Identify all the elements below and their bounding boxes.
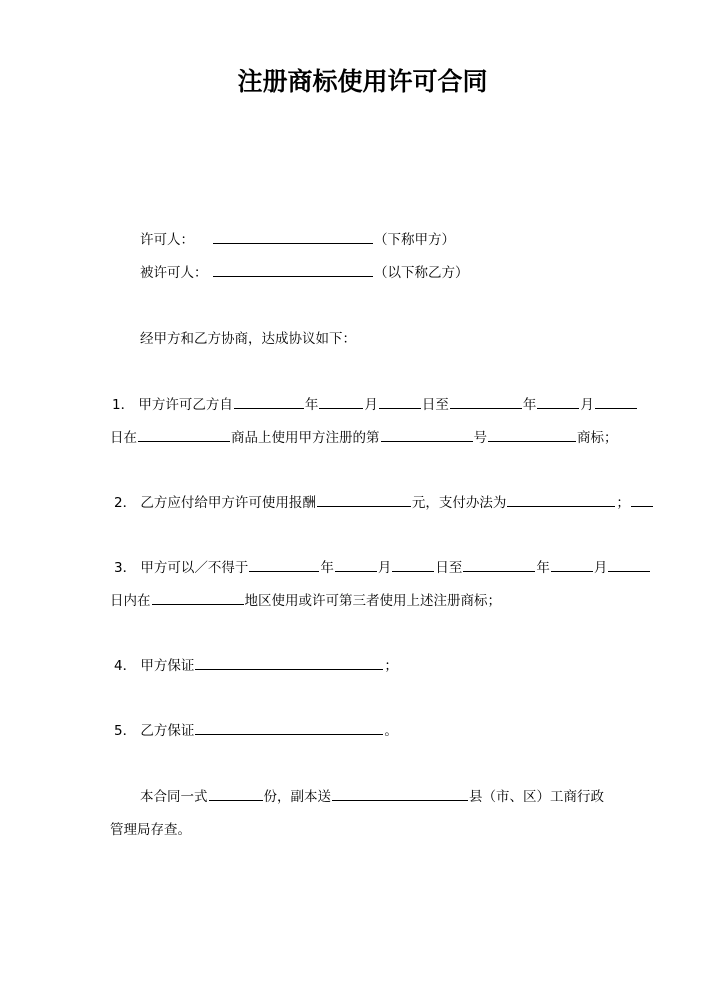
clause5-end: 。 [384, 723, 398, 739]
clause3-number: 3． [114, 560, 137, 576]
intro-line: 经甲方和乙方协商，达成协议如下： [140, 331, 356, 347]
clause4-guarantee-blank[interactable] [195, 657, 383, 670]
closing-text-b: 份，副本送 [263, 789, 331, 805]
clause2-amount-blank[interactable] [317, 494, 411, 507]
clause1-line2 [110, 429, 618, 447]
closing-text-a: 本合同一式 [140, 789, 208, 805]
clause3-text-c: 地区使用或许可第三者使用上述注册商标； [244, 593, 501, 609]
licensor-field-row [212, 231, 455, 249]
clause1-start-day-blank[interactable] [379, 396, 421, 409]
clause5-number: 5． [114, 723, 137, 739]
clause1-line1 [112, 396, 638, 414]
clause4-text-a: 甲方保证 [140, 658, 195, 674]
clause1-text-d: 号 [473, 430, 487, 446]
clause1-trademark-blank[interactable] [488, 429, 576, 442]
clause5-guarantee-blank[interactable] [195, 722, 383, 735]
clause4-number: 4． [114, 658, 137, 674]
clause3-end-day-blank[interactable] [608, 559, 650, 572]
clause1-start-year-blank[interactable] [234, 396, 304, 409]
clause3-start-month-blank[interactable] [335, 559, 377, 572]
clause1-reg-number-blank[interactable] [381, 429, 473, 442]
clause1-text-a: 甲方许可乙方自 [138, 397, 233, 413]
clause2-tail-blank [631, 494, 653, 507]
clause4-end: ； [384, 658, 398, 674]
clause3-region-blank[interactable] [152, 592, 244, 605]
licensor-label: 许可人： [140, 232, 194, 248]
clause3-text-a: 甲方可以／不得于 [140, 560, 249, 576]
licensee-field-row [212, 264, 469, 282]
clause1-number: 1． [112, 397, 135, 413]
clause3-year1: 年 [320, 560, 334, 576]
closing-line1 [140, 788, 604, 806]
clause3-start-day-blank[interactable] [392, 559, 434, 572]
licensee-blank[interactable] [213, 264, 373, 277]
clause2-text-c: ； [616, 495, 630, 511]
clause1-text-c: 商品上使用甲方注册的第 [231, 430, 380, 446]
clause3-month2: 月 [593, 560, 608, 576]
clause1-text-b: 日在 [110, 430, 137, 446]
clause1-day-to: 日至 [421, 397, 449, 413]
clause1-year2: 年 [522, 397, 537, 413]
clause5-line [114, 722, 398, 740]
clause1-text-e: 商标； [577, 430, 618, 446]
licensee-label: 被许可人： [140, 265, 208, 281]
clause3-line1 [114, 559, 651, 577]
clause5-text-a: 乙方保证 [140, 723, 195, 739]
clause1-end-day-blank[interactable] [595, 396, 637, 409]
clause3-line2 [110, 592, 501, 610]
clause1-month2: 月 [580, 397, 594, 413]
licensor-suffix: （下称甲方） [374, 232, 455, 248]
clause2-number: 2． [114, 495, 137, 511]
clause1-end-month-blank[interactable] [537, 396, 579, 409]
clause3-year2: 年 [536, 560, 550, 576]
clause1-end-year-blank[interactable] [450, 396, 522, 409]
clause2-payment-blank[interactable] [507, 494, 615, 507]
clause2-text-b: 元，支付办法为 [411, 495, 507, 511]
licensor-line [140, 231, 194, 249]
page-title: 注册商标使用许可合同 [237, 67, 488, 96]
clause2-text-a: 乙方应付给甲方许可使用报酬 [140, 495, 316, 511]
licensee-line [140, 264, 208, 282]
closing-county-blank[interactable] [332, 788, 468, 801]
clause1-goods-blank[interactable] [138, 429, 230, 442]
licensee-suffix: （以下称乙方） [374, 265, 469, 281]
clause3-end-month-blank[interactable] [551, 559, 593, 572]
clause1-year1: 年 [304, 397, 319, 413]
clause3-text-b: 日内在 [110, 593, 151, 609]
clause2-line [114, 494, 654, 512]
closing-line2: 管理局存查。 [110, 822, 191, 838]
clause4-line [114, 657, 398, 675]
closing-copies-blank[interactable] [209, 788, 263, 801]
clause3-end-year-blank[interactable] [463, 559, 535, 572]
closing-text-c: 县（市、区）工商行政 [469, 789, 604, 805]
clause3-start-year-blank[interactable] [249, 559, 319, 572]
licensor-blank[interactable] [213, 231, 373, 244]
clause1-start-month-blank[interactable] [319, 396, 363, 409]
clause1-month1: 月 [364, 397, 378, 413]
clause3-month1: 月 [377, 560, 392, 576]
clause3-day-to: 日至 [435, 560, 463, 576]
